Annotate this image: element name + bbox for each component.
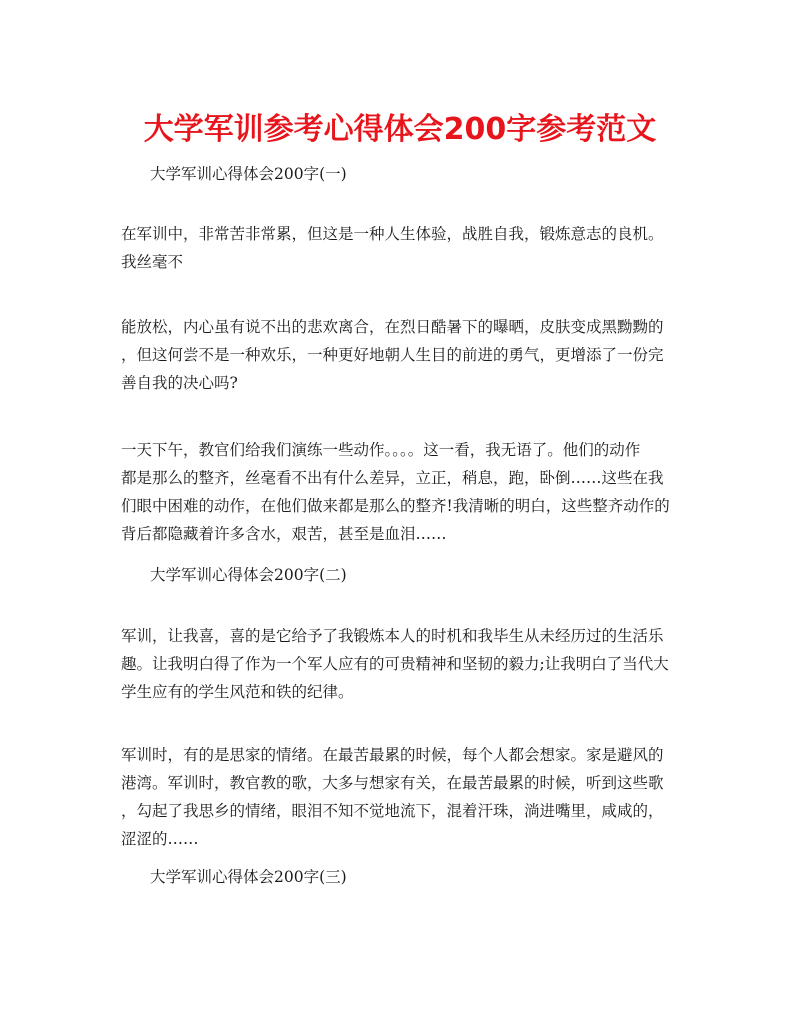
paragraph-2-2 (121, 741, 681, 853)
paragraph-line: 能放松，内心虽有说不出的悲欢离合，在烈日酷暑下的曝晒，皮肤变成黑黝黝的 (121, 318, 664, 336)
paragraph-line: 背后都隐藏着许多含水，艰苦，甚至是血泪…… (121, 525, 447, 543)
section-heading-3: 大学军训心得体会200字(三) (150, 868, 347, 886)
paragraph-line: 一天下午，教官们给我们演练一些动作。。。。这一看，我无语了。他们的动作 (121, 441, 641, 459)
section-heading-2: 大学军训心得体会200字(二) (150, 566, 347, 584)
paragraph-1-3 (121, 436, 681, 548)
paragraph-line: 军训时，有的是思家的情绪。在最苦最累的时候，每个人都会想家。家是避风的 (121, 746, 664, 764)
paragraph-2-1 (121, 622, 681, 706)
paragraph-line: 趣。让我明白得了作为一个军人应有的可贵精神和坚韧的毅力;让我明白了当代大 (121, 655, 669, 673)
paragraph-line: 学生应有的学生风范和铁的纪律。 (121, 683, 354, 701)
paragraph-line: 港湾。军训时，教官教的歌，大多与想家有关，在最苦最累的时候，听到这些歌 (121, 774, 664, 792)
paragraph-line: 在军训中，非常苦非常累，但这是一种人生体验，战胜自我，锻炼意志的良机。 (121, 225, 664, 243)
section-heading-1: 大学军训心得体会200字(一) (150, 165, 347, 183)
paragraph-line: 善自我的决心吗? (121, 374, 238, 392)
paragraph-line: 我丝毫不 (121, 253, 184, 271)
paragraph-1-1 (121, 220, 681, 276)
paragraph-1-2 (121, 313, 681, 397)
paragraph-line: ，勾起了我思乡的情绪，眼泪不知不觉地流下，混着汗珠，淌进嘴里，咸咸的， (121, 802, 664, 820)
paragraph-line: 军训，让我喜，喜的是它给予了我锻炼本人的时机和我毕生从未经历过的生活乐 (121, 627, 664, 645)
paragraph-line: 都是那么的整齐，丝毫看不出有什么差异，立正，稍息，跑，卧倒……这些在我 (121, 469, 664, 487)
paragraph-line: 涩涩的…… (121, 830, 199, 848)
document-title: 大学军训参考心得体会200字参考范文 (143, 112, 657, 147)
paragraph-line: ，但这何尝不是一种欢乐，一种更好地朝人生目的前进的勇气，更增添了一份完 (121, 346, 664, 364)
paragraph-line: 们眼中困难的动作，在他们做来都是那么的整齐!我清晰的明白，这些整齐动作的 (121, 497, 670, 515)
